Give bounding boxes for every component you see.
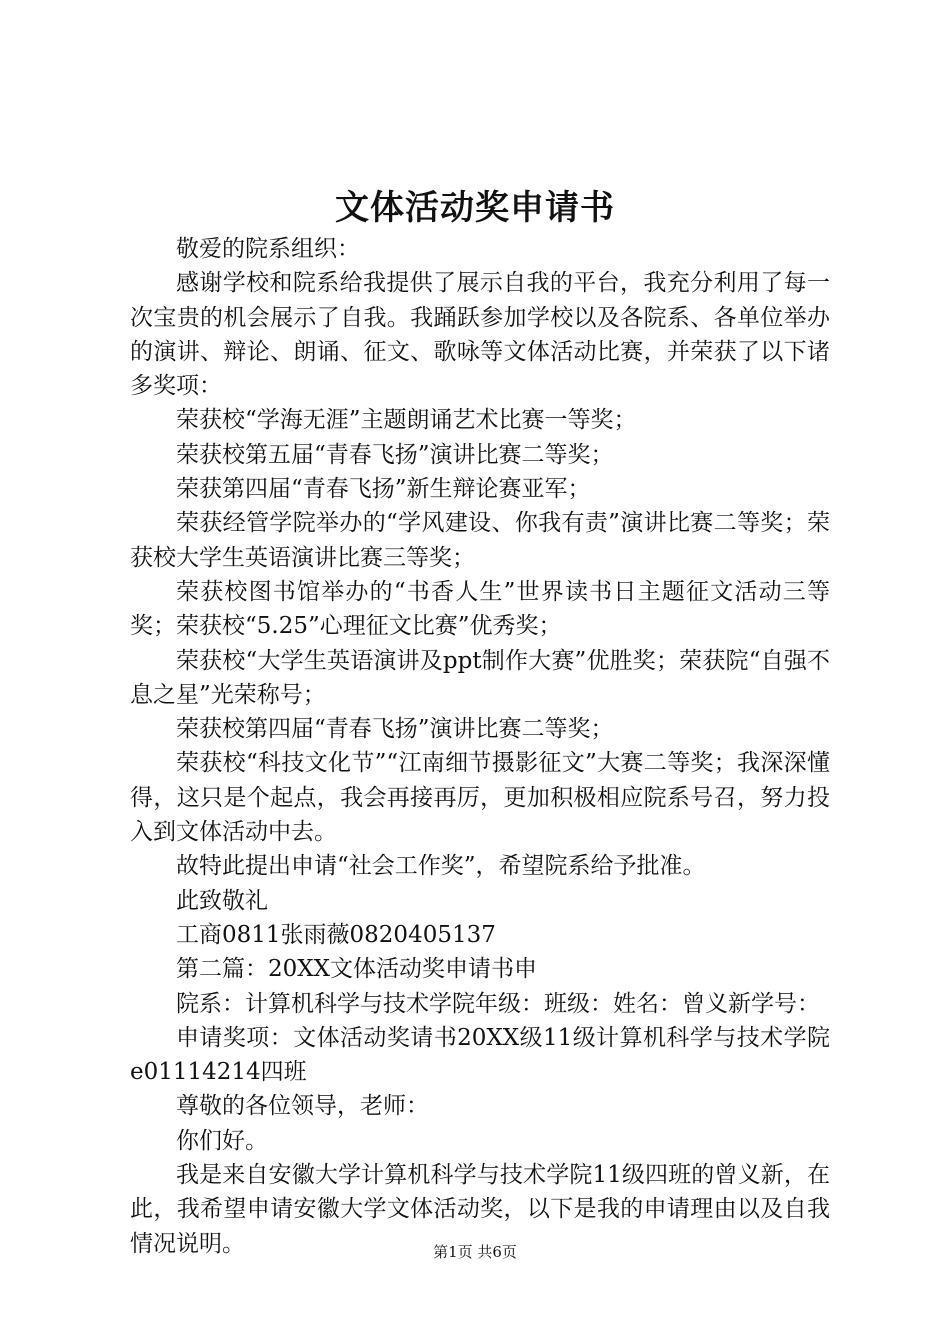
- paragraph-request: 故特此提出申请“社会工作奖”，希望院系给予批准。: [176, 853, 706, 880]
- paragraph-award-3: 荣获第四届“青春飞扬”新生辩论赛亚军；: [176, 476, 591, 503]
- paragraph-second-salutation: 尊敬的各位领导，老师：: [176, 1093, 429, 1120]
- paragraph-salutation: 敬爱的院系组织：: [176, 236, 360, 262]
- page-number: 第1页 共6页: [433, 1243, 517, 1261]
- document-title: 文体活动奖申请书: [335, 188, 615, 228]
- paragraph-award-8: 荣获校“科技文化节”“江南细节摄影征文”大赛二等奖；我深深懂得，这只是个起点，我会再接再厉，更加积极相应院系号召，努力投入到文体活动中去。: [130, 750, 830, 846]
- paragraph-signature: 工商0811张雨薇0820405137: [176, 921, 496, 948]
- paragraph-closing: 此致敬礼: [176, 887, 268, 914]
- paragraph-second-title: 第二篇：20XX文体活动奖申请书申: [176, 956, 538, 983]
- paragraph-award-6: 荣获校“大学生英语演讲及ppt制作大赛”优胜奖；荣获院“自强不息之星”光荣称号；: [130, 647, 830, 708]
- paragraph-award-5: 荣获校图书馆举办的“书香人生”世界读书日主题征文活动三等奖；荣获校“5.25”心理征文比赛”优秀奖；: [130, 578, 830, 640]
- paragraph-award-1: 荣获校“学海无涯”主题朗诵艺术比赛一等奖；: [176, 407, 637, 434]
- paragraph-self-intro: 我是来自安徽大学计算机科学与技术学院11级四班的曾义新，在此，我希望申请安徽大学文体活动奖，以下是我的申请理由以及自我情况说明。: [130, 1162, 830, 1257]
- paragraph-award-2: 荣获校第五届“青春飞扬”演讲比赛二等奖；: [176, 441, 614, 468]
- paragraph-award-4: 荣获经管学院举办的“学风建设、你我有责”演讲比赛二等奖；荣获校大学生英语演讲比赛三等奖；: [130, 510, 830, 571]
- paragraph-award-7: 荣获校第四届“青春飞扬”演讲比赛二等奖；: [176, 716, 614, 743]
- document-body: [130, 232, 830, 1261]
- paragraph-applicant-info: 院系：计算机科学与技术学院年级：班级：姓名：曾义新学号：: [176, 990, 820, 1017]
- paragraph-greeting: 你们好。: [176, 1127, 268, 1154]
- paragraph-award-applied: 申请奖项：文体活动奖请书20XX级11级计算机科学与技术学院e01114214四班: [130, 1024, 830, 1086]
- paragraph-intro: 感谢学校和院系给我提供了展示自我的平台，我充分利用了每一次宝贵的机会展示了自我。我踊跃参加学校以及各院系、各单位举办的演讲、辩论、朗诵、征文、歌咏等文体活动比赛，并荣获了以下诸多奖项：: [130, 270, 830, 400]
